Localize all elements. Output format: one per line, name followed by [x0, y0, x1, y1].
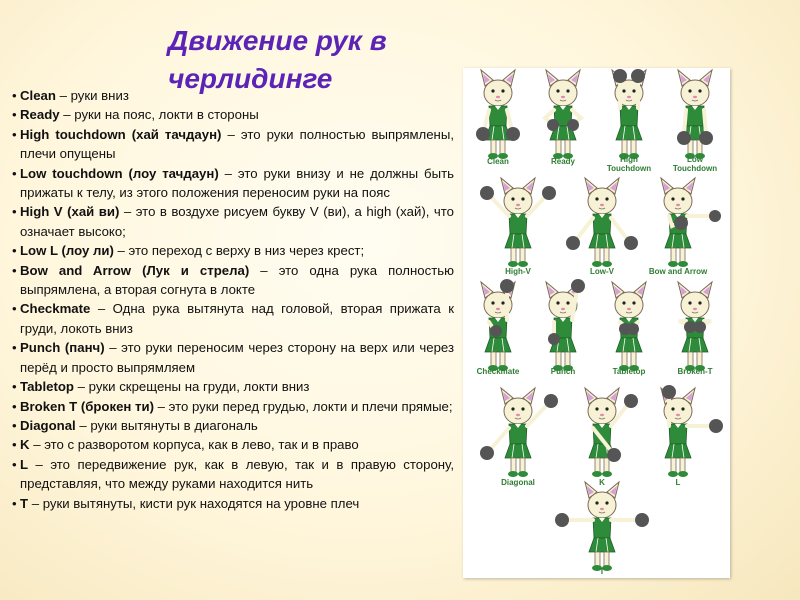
description: – это передвижение рук, как в левую, так и в правую сторону, представляя, что между руками находится нить — [20, 456, 454, 492]
term: Low L (лоу ли) — [20, 243, 114, 259]
pose-ready — [545, 70, 581, 159]
list-item — [12, 105, 454, 124]
list-item — [12, 494, 454, 513]
list-item — [12, 202, 454, 241]
pose-high-touchdown — [612, 69, 646, 159]
pose-label: Clean — [487, 157, 509, 166]
pose-diagonal — [480, 388, 558, 477]
list-item — [12, 86, 454, 105]
term: Ready — [20, 107, 60, 123]
list-item — [12, 125, 454, 164]
pose-l — [661, 385, 723, 477]
pose-label: Tabletop — [612, 367, 646, 376]
list-item — [12, 377, 454, 396]
pose-punch — [546, 279, 585, 371]
term: Bow and Arrow (Лук и стрела) — [20, 262, 250, 278]
pose-label: T — [599, 567, 605, 576]
arm-motion-list — [12, 86, 454, 513]
description: – Одна рука вытянута над головой, вторая прижата к груди, локоть вниз — [20, 301, 454, 336]
term: T — [20, 495, 29, 511]
pose-label: Broken-T — [677, 367, 713, 376]
description: – это руки полностью выпрямлены, плечи опущены — [20, 126, 454, 162]
term: L — [20, 456, 29, 472]
pose-high-v — [480, 178, 556, 267]
list-item — [12, 455, 454, 494]
description: – руки вытянуты, кисти рук находятся на уровне плеч — [28, 495, 360, 511]
pose-label: Diagonal — [501, 478, 535, 487]
pose-k — [585, 388, 638, 477]
description: – это в воздухе рисуем букву V (ви), а high (хай), что означает высоко; — [20, 204, 454, 239]
pose-t — [555, 482, 649, 571]
pose-label: L — [675, 478, 681, 487]
term: Punch (панч) — [20, 340, 105, 356]
cheerleader-poses-illustration — [463, 68, 730, 578]
list-item — [12, 164, 454, 203]
list-item — [12, 241, 454, 260]
description: – это переход с верху в низ через крест; — [113, 243, 365, 259]
description: – руки на пояс, локти в стороны — [59, 107, 259, 123]
term: Tabletop — [20, 379, 74, 395]
description: – это с разворотом корпуса, как в лево, так и в право — [29, 437, 359, 453]
description: – это руки перед грудью, локти и плечи прямые; — [154, 398, 453, 414]
pose-label: Low-V — [590, 267, 614, 276]
pose-broken-t — [678, 282, 712, 371]
pose-label: High — [620, 155, 638, 164]
term: K — [20, 437, 30, 453]
term: High touchdown (хай тачдаун) — [20, 126, 222, 142]
description: – руки скрещены на груди, локти вниз — [73, 379, 310, 395]
pose-label: Ready — [550, 157, 576, 166]
pose-bow-and-arrow — [661, 178, 721, 267]
pose-label: Checkmate — [476, 367, 520, 376]
list-item — [12, 397, 454, 416]
pose-label: Bow and Arrow — [648, 267, 708, 276]
term: High V (хай ви) — [20, 204, 120, 220]
description: – это одна рука полностью выпрямлена, а вторая согнута в локте — [20, 262, 454, 298]
pose-label: Punch — [550, 367, 576, 376]
list-item — [12, 435, 454, 454]
pose-low-touchdown — [677, 70, 713, 159]
pose-label: Low — [687, 155, 703, 164]
list-item — [12, 338, 454, 377]
pose-label: High-V — [505, 267, 531, 276]
description: – это руки переносим через сторону на верх или через перёд и просто выпрямляем — [20, 340, 454, 375]
pose-checkmate — [481, 279, 515, 371]
description: – руки вытянуты в диагональ — [75, 417, 258, 433]
list-item — [12, 299, 454, 338]
list-item — [12, 261, 454, 300]
pose-label: Touchdown — [606, 164, 652, 173]
term: Broken T (брокен ти) — [20, 398, 154, 414]
slide-title: Движение рук в черлидинге — [168, 25, 387, 94]
pose-tabletop — [612, 282, 646, 371]
poses-canvas — [463, 68, 730, 578]
term: Clean — [20, 88, 56, 103]
list-item — [12, 416, 454, 435]
pose-label: K — [599, 478, 605, 487]
pose-clean — [476, 70, 520, 159]
term: Low touchdown (лоу тачдаун) — [20, 165, 219, 181]
term: Diagonal — [20, 417, 76, 433]
term: Checkmate — [20, 301, 91, 317]
pose-label: Touchdown — [672, 164, 718, 173]
description: – руки вниз — [55, 88, 129, 103]
pose-low-v — [566, 178, 638, 267]
description: – это руки внизу и не должны быть прижаты к телу, из этого положения переносим руки на пояс — [20, 165, 454, 201]
